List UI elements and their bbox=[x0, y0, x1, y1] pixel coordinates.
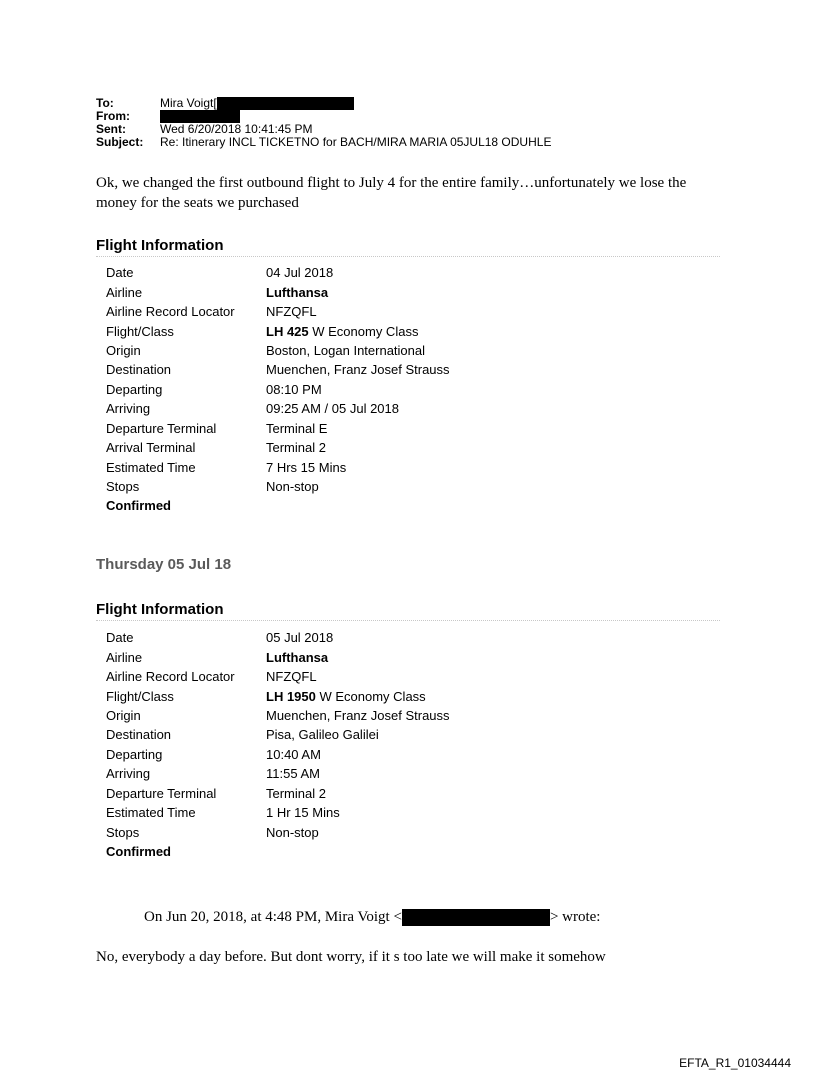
subject-label: Subject: bbox=[96, 135, 144, 149]
info-value: 09:25 AM / 05 Jul 2018 bbox=[266, 401, 399, 417]
info-value: Terminal E bbox=[266, 420, 328, 436]
flight-info-table bbox=[106, 263, 450, 516]
quote-suffix: > wrote: bbox=[549, 909, 601, 925]
flight-class: W Economy Class bbox=[308, 323, 419, 339]
info-label: Flight/Class bbox=[106, 323, 174, 339]
info-label: Estimated Time bbox=[106, 805, 196, 821]
status-confirmed: Confirmed bbox=[106, 498, 171, 514]
info-row bbox=[106, 667, 450, 686]
flight-info-title: Flight Information bbox=[96, 237, 720, 257]
to-value: Mira Voigt[ bbox=[160, 96, 217, 110]
info-label: Date bbox=[106, 630, 134, 646]
info-label: Departing bbox=[106, 381, 163, 397]
info-row bbox=[106, 628, 450, 647]
info-row bbox=[106, 457, 450, 476]
info-row bbox=[106, 803, 450, 822]
info-label: Destination bbox=[106, 362, 172, 378]
subject-value: Re: Itinerary INCL TICKETNO for BACH/MIRA MARIA 05JUL18 ODUHLE bbox=[160, 135, 552, 149]
info-value: 7 Hrs 15 Mins bbox=[266, 459, 347, 475]
info-value: NFZQFL bbox=[266, 304, 317, 320]
info-value: 10:40 AM bbox=[266, 746, 321, 762]
info-row bbox=[106, 477, 450, 496]
info-row bbox=[106, 764, 450, 783]
info-label: Airline bbox=[106, 649, 143, 665]
info-label: Stops bbox=[106, 824, 140, 840]
reply-paragraph: No, everybody a day before. But dont worry, if it s too late we will make it somehow bbox=[96, 949, 606, 965]
info-value: NFZQFL bbox=[266, 669, 317, 685]
info-row bbox=[106, 647, 450, 666]
info-label: Airline Record Locator bbox=[106, 669, 235, 685]
sent-label: Sent: bbox=[96, 122, 126, 136]
info-label: Arriving bbox=[106, 766, 151, 782]
info-value: Non-stop bbox=[266, 479, 319, 495]
email-header bbox=[96, 97, 551, 149]
info-value: 05 Jul 2018 bbox=[266, 630, 334, 646]
info-row bbox=[106, 321, 450, 340]
flight-number: LH 1950 bbox=[266, 688, 316, 704]
quote-prefix: On Jun 20, 2018, at 4:48 PM, Mira Voigt < bbox=[144, 909, 402, 925]
info-label: Departure Terminal bbox=[106, 785, 217, 801]
flight-number: LH 425 bbox=[266, 323, 309, 339]
info-row bbox=[106, 341, 450, 360]
info-label: Airline bbox=[106, 284, 143, 300]
info-row bbox=[106, 399, 450, 418]
info-value: Boston, Logan International bbox=[266, 342, 426, 358]
info-row bbox=[106, 686, 450, 705]
info-value: Lufthansa bbox=[266, 284, 329, 300]
info-label: Airline Record Locator bbox=[106, 304, 235, 320]
redaction-box bbox=[217, 97, 354, 110]
info-row bbox=[106, 263, 450, 282]
info-label: Arrival Terminal bbox=[106, 440, 196, 456]
info-label: Date bbox=[106, 265, 134, 281]
info-label: Origin bbox=[106, 707, 141, 723]
info-row bbox=[106, 706, 450, 725]
info-value bbox=[266, 324, 418, 339]
redaction-box bbox=[402, 909, 550, 926]
info-row bbox=[106, 725, 450, 744]
subject-row bbox=[96, 136, 551, 149]
info-value: 08:10 PM bbox=[266, 381, 322, 397]
info-row bbox=[106, 380, 450, 399]
intro-paragraph: Ok, we changed the first outbound flight to July 4 for the entire family…unfortunately we lose the money for the seats we purchased bbox=[96, 175, 687, 211]
info-row bbox=[106, 745, 450, 764]
info-label: Flight/Class bbox=[106, 688, 174, 704]
info-row bbox=[106, 419, 450, 438]
info-label: Departing bbox=[106, 746, 163, 762]
info-row bbox=[106, 302, 450, 321]
flight-info-table bbox=[106, 628, 450, 861]
info-value: Muenchen, Franz Josef Strauss bbox=[266, 707, 450, 723]
info-label: Stops bbox=[106, 479, 140, 495]
info-label: Arriving bbox=[106, 401, 151, 417]
info-label: Destination bbox=[106, 727, 172, 743]
info-row bbox=[106, 822, 450, 841]
to-label: To: bbox=[96, 96, 114, 110]
info-row bbox=[106, 282, 450, 301]
info-value: 11:55 AM bbox=[266, 766, 320, 782]
info-value: 04 Jul 2018 bbox=[266, 265, 334, 281]
info-value: 1 Hr 15 Mins bbox=[266, 805, 340, 821]
info-label: Estimated Time bbox=[106, 459, 196, 475]
quote-attribution bbox=[144, 909, 600, 926]
info-label: Origin bbox=[106, 342, 141, 358]
info-row bbox=[106, 438, 450, 457]
flight-class: W Economy Class bbox=[315, 688, 426, 704]
day-heading: Thursday 05 Jul 18 bbox=[96, 556, 232, 573]
info-value: Non-stop bbox=[266, 824, 319, 840]
info-value bbox=[266, 689, 426, 704]
info-value: Pisa, Galileo Galilei bbox=[266, 727, 379, 743]
sent-value: Wed 6/20/2018 10:41:45 PM bbox=[160, 122, 313, 136]
document-id: EFTA_R1_01034444 bbox=[679, 1056, 791, 1070]
to-row bbox=[96, 97, 551, 110]
from-label: From: bbox=[96, 109, 130, 123]
info-row bbox=[106, 784, 450, 803]
info-row bbox=[106, 360, 450, 379]
info-value: Terminal 2 bbox=[266, 440, 326, 456]
info-value: Lufthansa bbox=[266, 649, 329, 665]
info-label: Departure Terminal bbox=[106, 420, 217, 436]
flight-info-title: Flight Information bbox=[96, 601, 720, 621]
status-confirmed: Confirmed bbox=[106, 844, 171, 860]
info-value: Muenchen, Franz Josef Strauss bbox=[266, 362, 450, 378]
info-value: Terminal 2 bbox=[266, 785, 326, 801]
